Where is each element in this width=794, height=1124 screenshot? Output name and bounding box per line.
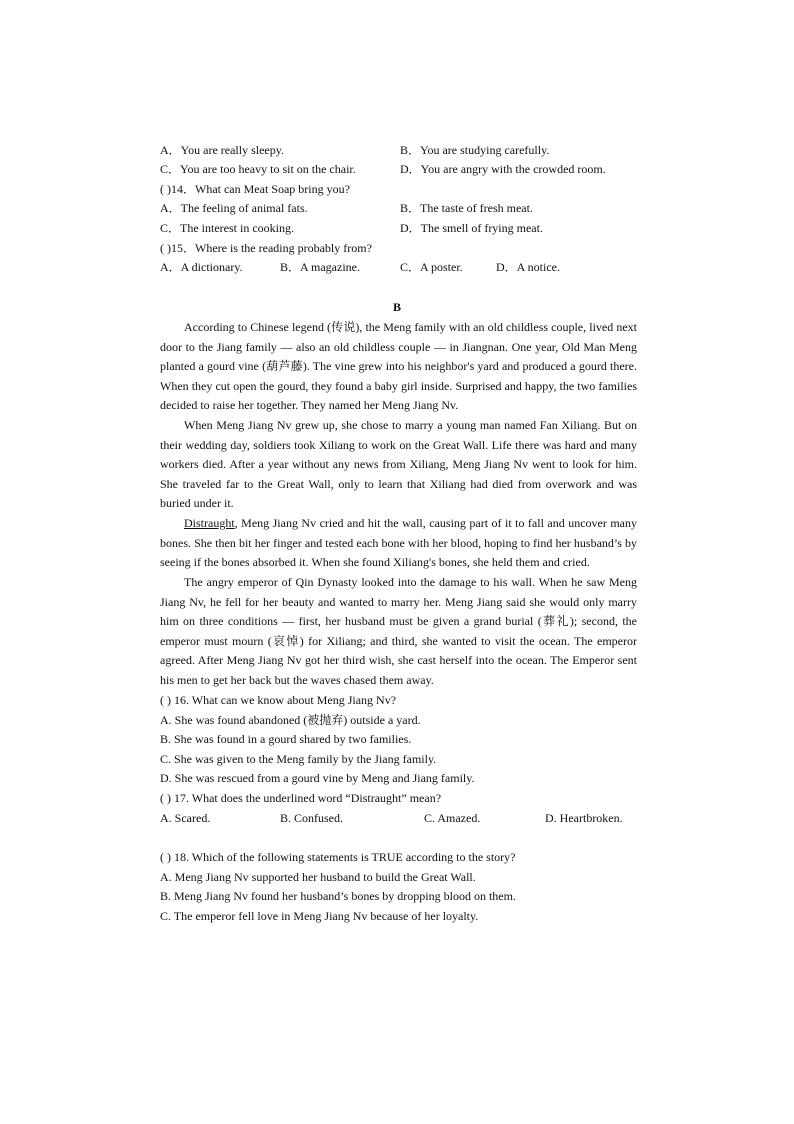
q15-option-a: A．A dictionary. [160, 260, 243, 274]
q13-option-c: C．You are too heavy to sit on the chair. [160, 162, 356, 176]
q17-option-a: A. Scared. [160, 811, 211, 825]
q14-option-d: D．The smell of frying meat. [400, 221, 543, 235]
q15-stem: ( )15．Where is the reading probably from? [160, 241, 372, 255]
q16-option-b: B. She was found in a gourd shared by two families. [160, 732, 412, 746]
q16-option-a: A. She was found abandoned (被抛弃) outside a yard. [160, 713, 421, 727]
q15-option-c: C．A poster. [400, 260, 463, 274]
q14-option-a: A．The feeling of animal fats. [160, 201, 308, 215]
q14-option-b: B．The taste of fresh meat. [400, 201, 533, 215]
q15-option-b: B．A magazine. [280, 260, 360, 274]
q13-option-b: B．You are studying carefully. [400, 143, 550, 157]
passage-b-paragraph-1: According to Chinese legend (传说), the Meng family with an old childless couple, lived next door to the Jiang family — also an old childless couple — in Jiangnan. One year, Old Man Meng planted a gourd vine (葫芦藤). The vine grew into his neighbor's yard and produced a gourd there. When they cut open the gourd, they found a baby girl inside. Surprised and happy, the two families decided to raise her together. They named her Meng Jiang Nv. [160, 320, 637, 413]
passage-b-paragraph-2: When Meng Jiang Nv grew up, she chose to marry a young man named Fan Xiliang. But on their wedding day, soldiers took Xiliang to work on the Great Wall. Life there was hard and many workers died. After a year without any news from Xiliang, Meng Jiang Nv went to look for him. She traveled far to the Great Wall, only to learn that Xiliang had died from overwork and was buried under it. [160, 418, 637, 511]
passage-b-paragraph-4: The angry emperor of Qin Dynasty looked into the damage to his wall. When he saw Meng Jiang Nv, he fell for her beauty and wanted to marry her. Meng Jiang said she would only marry him on three conditions — first, her husband must be given a grand burial (葬礼); second, the emperor must mourn (哀悼) for Xiliang; and third, she wanted to visit the ocean. The emperor agreed. After Meng Jiang Nv got her third wish, she cast herself into the ocean. The Emperor sent his men to get her back but the waves chased them away. [160, 575, 637, 687]
q18-option-b: B. Meng Jiang Nv found her husband’s bones by dropping blood on them. [160, 889, 516, 903]
underlined-word-distraught: Distraught [184, 516, 235, 530]
q14-stem: ( )14．What can Meat Soap bring you? [160, 182, 350, 196]
q18-option-c: C. The emperor fell love in Meng Jiang Nv because of her loyalty. [160, 909, 479, 923]
paragraph-3-text: , Meng Jiang Nv cried and hit the wall, causing part of it to fall and uncover many bones. She then bit her finger and tested each bone with her blood, hoping to find her husband’s by seeing if the bones absorbed it. When she found Xiliang's bones, she held them and cried. [160, 516, 637, 570]
q17-option-b: B. Confused. [280, 811, 343, 825]
passage-b-heading: B [392, 300, 401, 314]
q16-stem: ( ) 16. What can we know about Meng Jiang Nv? [160, 693, 397, 707]
q15-option-d: D．A notice. [496, 260, 560, 274]
passage-b-paragraph-3 [160, 514, 637, 573]
q18-option-a: A. Meng Jiang Nv supported her husband to build the Great Wall. [160, 870, 476, 884]
q13-option-a: A．You are really sleepy. [160, 143, 284, 157]
q16-option-c: C. She was given to the Meng family by the Jiang family. [160, 752, 437, 766]
q13-option-d: D．You are angry with the crowded room. [400, 162, 606, 176]
q18-stem: ( ) 18. Which of the following statements is TRUE according to the story? [160, 850, 516, 864]
q14-option-c: C．The interest in cooking. [160, 221, 294, 235]
q16-option-d: D. She was rescued from a gourd vine by Meng and Jiang family. [160, 771, 475, 785]
q17-option-c: C. Amazed. [424, 811, 481, 825]
q17-option-d: D. Heartbroken. [545, 811, 623, 825]
q17-stem: ( ) 17. What does the underlined word “Distraught” mean? [160, 791, 442, 805]
